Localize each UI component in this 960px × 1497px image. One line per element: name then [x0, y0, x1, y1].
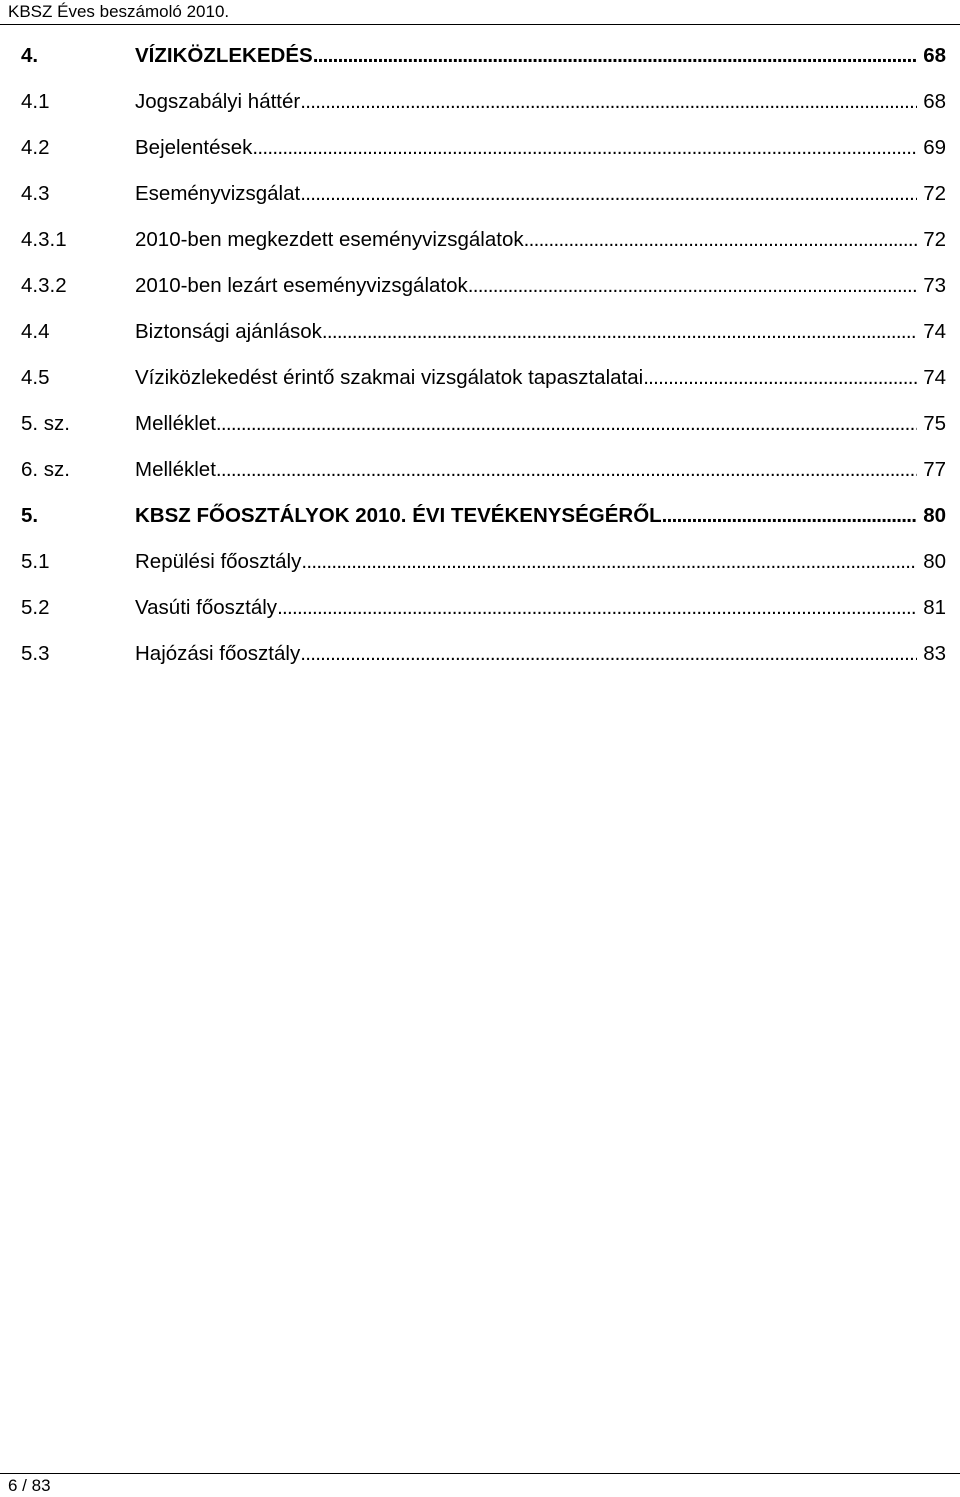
- toc-entry-title: Bejelentések: [135, 136, 253, 159]
- toc-leader-dots: [662, 500, 918, 532]
- toc-entry[interactable]: [21, 546, 946, 592]
- toc-leader-dots: [313, 40, 918, 72]
- toc-entry-page: 72: [923, 182, 946, 205]
- toc-entry[interactable]: [21, 178, 946, 224]
- toc-entry-number: 4.3.2: [21, 274, 67, 297]
- toc-entry-title: Vasúti főosztály: [135, 596, 278, 619]
- toc-entry-title: Víziközlekedést érintő szakmai vizsgálatok tapasztalatai: [135, 366, 644, 389]
- toc-entry-title: Melléklet: [135, 458, 216, 481]
- toc-entry-number: 6. sz.: [21, 458, 70, 481]
- toc-entry[interactable]: [21, 454, 946, 500]
- toc-entry-page: 68: [923, 90, 946, 113]
- toc-entry-number: 5.1: [21, 550, 50, 573]
- toc-entry[interactable]: [21, 408, 946, 454]
- toc-entry-number: 4.5: [21, 366, 50, 389]
- toc-entry-title: KBSZ FŐOSZTÁLYOK 2010. ÉVI TEVÉKENYSÉGÉRŐL: [135, 504, 662, 527]
- toc-entry-number: 4.4: [21, 320, 50, 343]
- toc-leader-dots: [322, 316, 917, 348]
- toc-entry-page: 75: [923, 412, 946, 435]
- toc-entry-page: 69: [923, 136, 946, 159]
- toc-leader-dots: [216, 408, 917, 440]
- toc-entry-title: Jogszabályi háttér: [135, 90, 301, 113]
- toc-entry-page: 73: [923, 274, 946, 297]
- toc-entry-title: Eseményvizsgálat: [135, 182, 301, 205]
- toc-leader-dots: [643, 362, 917, 394]
- toc-entry[interactable]: [21, 86, 946, 132]
- toc-entry-title: VÍZIKÖZLEKEDÉS: [135, 44, 313, 67]
- table-of-contents: [21, 40, 946, 684]
- toc-entry-number: 4.1: [21, 90, 50, 113]
- toc-leader-dots: [524, 224, 918, 256]
- toc-entry-title: Biztonsági ajánlások: [135, 320, 322, 343]
- toc-leader-dots: [301, 546, 917, 578]
- toc-entry-page: 74: [923, 320, 946, 343]
- toc-entry-number: 5. sz.: [21, 412, 70, 435]
- toc-entry-page: 83: [923, 642, 946, 665]
- toc-entry-page: 68: [923, 44, 946, 67]
- header-divider: [0, 24, 960, 25]
- toc-entry[interactable]: [21, 132, 946, 178]
- toc-entry-title: 2010-ben megkezdett eseményvizsgálatok: [135, 228, 524, 251]
- toc-entry-title: Repülési főosztály: [135, 550, 302, 573]
- toc-leader-dots: [300, 86, 917, 118]
- toc-entry[interactable]: [21, 500, 946, 546]
- toc-entry-page: 81: [923, 596, 946, 619]
- toc-entry-page: 77: [923, 458, 946, 481]
- toc-leader-dots: [252, 132, 917, 164]
- toc-entry-page: 72: [923, 228, 946, 251]
- toc-entry-title: Melléklet: [135, 412, 216, 435]
- footer-divider: [0, 1473, 960, 1474]
- toc-entry-page: 74: [923, 366, 946, 389]
- toc-entry-number: 4.: [21, 44, 39, 67]
- toc-entry[interactable]: [21, 592, 946, 638]
- toc-entry-title: Hajózási főosztály: [135, 642, 301, 665]
- toc-leader-dots: [300, 178, 917, 210]
- toc-entry[interactable]: [21, 316, 946, 362]
- toc-leader-dots: [277, 592, 917, 624]
- toc-entry-number: 5.: [21, 504, 39, 527]
- toc-entry[interactable]: [21, 362, 946, 408]
- toc-entry-title: 2010-ben lezárt eseményvizsgálatok: [135, 274, 468, 297]
- toc-entry[interactable]: [21, 224, 946, 270]
- toc-leader-dots: [468, 270, 917, 302]
- toc-leader-dots: [300, 638, 917, 670]
- toc-entry-number: 4.3.1: [21, 228, 67, 251]
- page-indicator: 6 / 83: [8, 1476, 51, 1495]
- toc-entry-number: 5.2: [21, 596, 50, 619]
- toc-entry[interactable]: [21, 638, 946, 684]
- toc-leader-dots: [216, 454, 917, 486]
- toc-entry[interactable]: [21, 270, 946, 316]
- toc-entry[interactable]: [21, 40, 946, 86]
- toc-entry-number: 4.3: [21, 182, 50, 205]
- toc-entry-number: 5.3: [21, 642, 50, 665]
- toc-entry-page: 80: [923, 550, 946, 573]
- toc-entry-number: 4.2: [21, 136, 50, 159]
- toc-entry-page: 80: [923, 504, 946, 527]
- running-header-title: KBSZ Éves beszámoló 2010.: [8, 2, 230, 21]
